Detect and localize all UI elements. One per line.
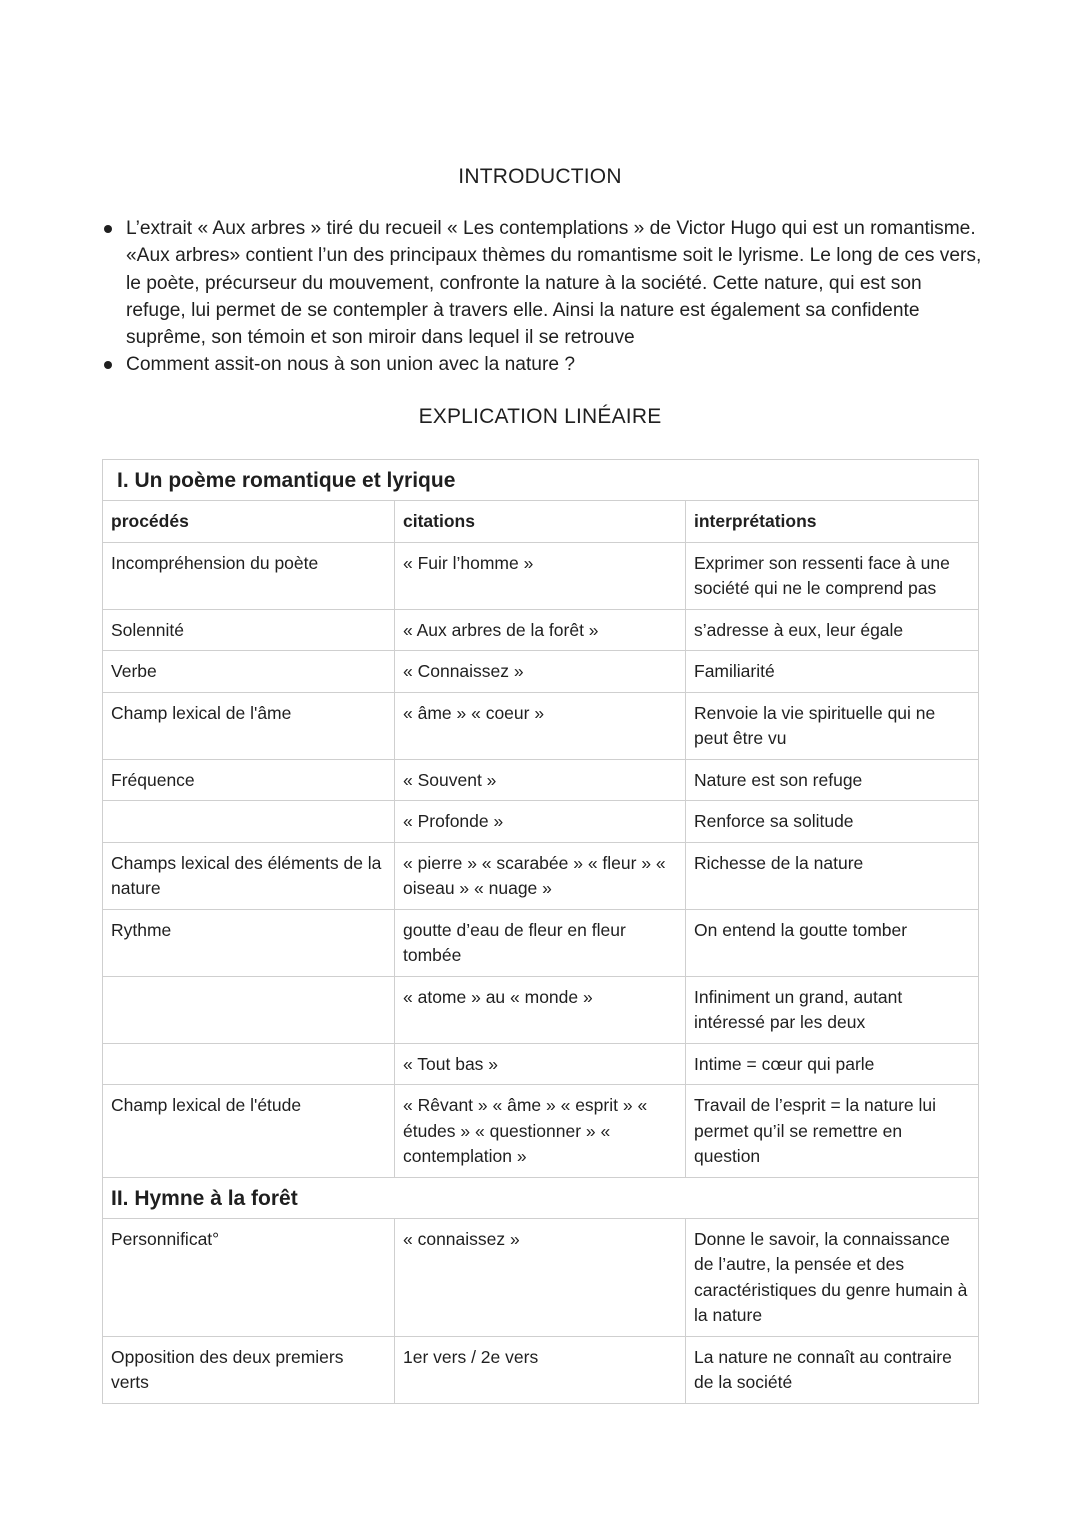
interpretation-cell: On entend la goutte tomber: [686, 909, 979, 976]
citation-cell: « Souvent »: [395, 759, 686, 801]
explication-heading: EXPLICATION LINÉAIRE: [418, 405, 662, 428]
procede-cell: Champ lexical de l'âme: [103, 692, 395, 759]
interpretation-cell: Renvoie la vie spirituelle qui ne peut être vu: [686, 692, 979, 759]
procede-cell: Incompréhension du poète: [103, 542, 395, 609]
section-header-row: [103, 460, 979, 501]
table-row: [103, 976, 979, 1043]
citation-cell: « Connaissez »: [395, 651, 686, 693]
citation-cell: « Tout bas »: [395, 1043, 686, 1085]
citation-cell: « âme » « coeur »: [395, 692, 686, 759]
table-row: [103, 542, 979, 609]
section-header-row: [103, 1177, 979, 1218]
intro-bullet: [104, 215, 984, 351]
interpretation-cell: Nature est son refuge: [686, 759, 979, 801]
column-header-interpretations: interprétations: [686, 501, 979, 543]
interpretation-cell: s’adresse à eux, leur égale: [686, 609, 979, 651]
intro-bullet-text: Comment assit-on nous à son union avec la nature ?: [126, 354, 576, 376]
interpretation-cell: Donne le savoir, la connaissance de l’autre, la pensée et des caractéristiques du genre humain à la nature: [686, 1218, 979, 1336]
table-row: [103, 651, 979, 693]
interpretation-cell: Infiniment un grand, autant intéressé par les deux: [686, 976, 979, 1043]
procede-cell: Fréquence: [103, 759, 395, 801]
intro-heading: INTRODUCTION: [458, 165, 622, 188]
table-row: [103, 801, 979, 843]
table-row: [103, 1336, 979, 1403]
procede-cell: [103, 976, 395, 1043]
intro-bullet: [104, 351, 984, 378]
interpretation-cell: Renforce sa solitude: [686, 801, 979, 843]
column-header-procedes: procédés: [103, 501, 395, 543]
bullet-dot-icon: [104, 225, 112, 233]
interpretation-cell: Richesse de la nature: [686, 842, 979, 909]
section-title: II. Hymne à la forêt: [103, 1177, 979, 1218]
intro-bullet-list: [104, 215, 984, 379]
table-row: [103, 759, 979, 801]
column-header-citations: citations: [395, 501, 686, 543]
table-row: [103, 909, 979, 976]
column-header-row: [103, 501, 979, 543]
procede-cell: Solennité: [103, 609, 395, 651]
interpretation-cell: Intime = cœur qui parle: [686, 1043, 979, 1085]
citation-cell: 1er vers / 2e vers: [395, 1336, 686, 1403]
interpretation-cell: Exprimer son ressenti face à une société qui ne le comprend pas: [686, 542, 979, 609]
procede-cell: Rythme: [103, 909, 395, 976]
procede-cell: Opposition des deux premiers verts: [103, 1336, 395, 1403]
table-row: [103, 1043, 979, 1085]
table-row: [103, 692, 979, 759]
procede-cell: Champs lexical des éléments de la nature: [103, 842, 395, 909]
bullet-dot-icon: [104, 361, 112, 369]
table-row: [103, 842, 979, 909]
citation-cell: « Aux arbres de la forêt »: [395, 609, 686, 651]
interpretation-cell: La nature ne connaît au contraire de la société: [686, 1336, 979, 1403]
intro-bullet-text: L’extrait « Aux arbres » tiré du recueil « Les contemplations » de Victor Hugo qui est un romantisme. «Aux arbres» contient l’un des principaux thèmes du romantisme soit le lyrisme. Le long de ces vers, le poète, précurseur du mouvement, confronte la nature à la société. Cette nature, qui est son refuge, lui permet de se contempler à travers elle. Ainsi la nature est également sa confidente suprême, son témoin et son miroir dans lequel il se retrouve: [126, 218, 982, 349]
analysis-table: [102, 459, 979, 1404]
citation-cell: « Profonde »: [395, 801, 686, 843]
citation-cell: « connaissez »: [395, 1218, 686, 1336]
table-row: [103, 1085, 979, 1178]
citation-cell: « atome » au « monde »: [395, 976, 686, 1043]
procede-cell: Champ lexical de l'étude: [103, 1085, 395, 1178]
citation-cell: « Fuir l’homme »: [395, 542, 686, 609]
procede-cell: Verbe: [103, 651, 395, 693]
table-row: [103, 1218, 979, 1336]
section-title: I. Un poème romantique et lyrique: [103, 460, 979, 501]
procede-cell: [103, 1043, 395, 1085]
procede-cell: Personnificat°: [103, 1218, 395, 1336]
citation-cell: goutte d’eau de fleur en fleur tombée: [395, 909, 686, 976]
table-row: [103, 609, 979, 651]
interpretation-cell: Travail de l’esprit = la nature lui permet qu’il se remettre en question: [686, 1085, 979, 1178]
interpretation-cell: Familiarité: [686, 651, 979, 693]
procede-cell: [103, 801, 395, 843]
citation-cell: « pierre » « scarabée » « fleur » « oiseau » « nuage »: [395, 842, 686, 909]
citation-cell: « Rêvant » « âme » « esprit » « études » « questionner » « contemplation »: [395, 1085, 686, 1178]
